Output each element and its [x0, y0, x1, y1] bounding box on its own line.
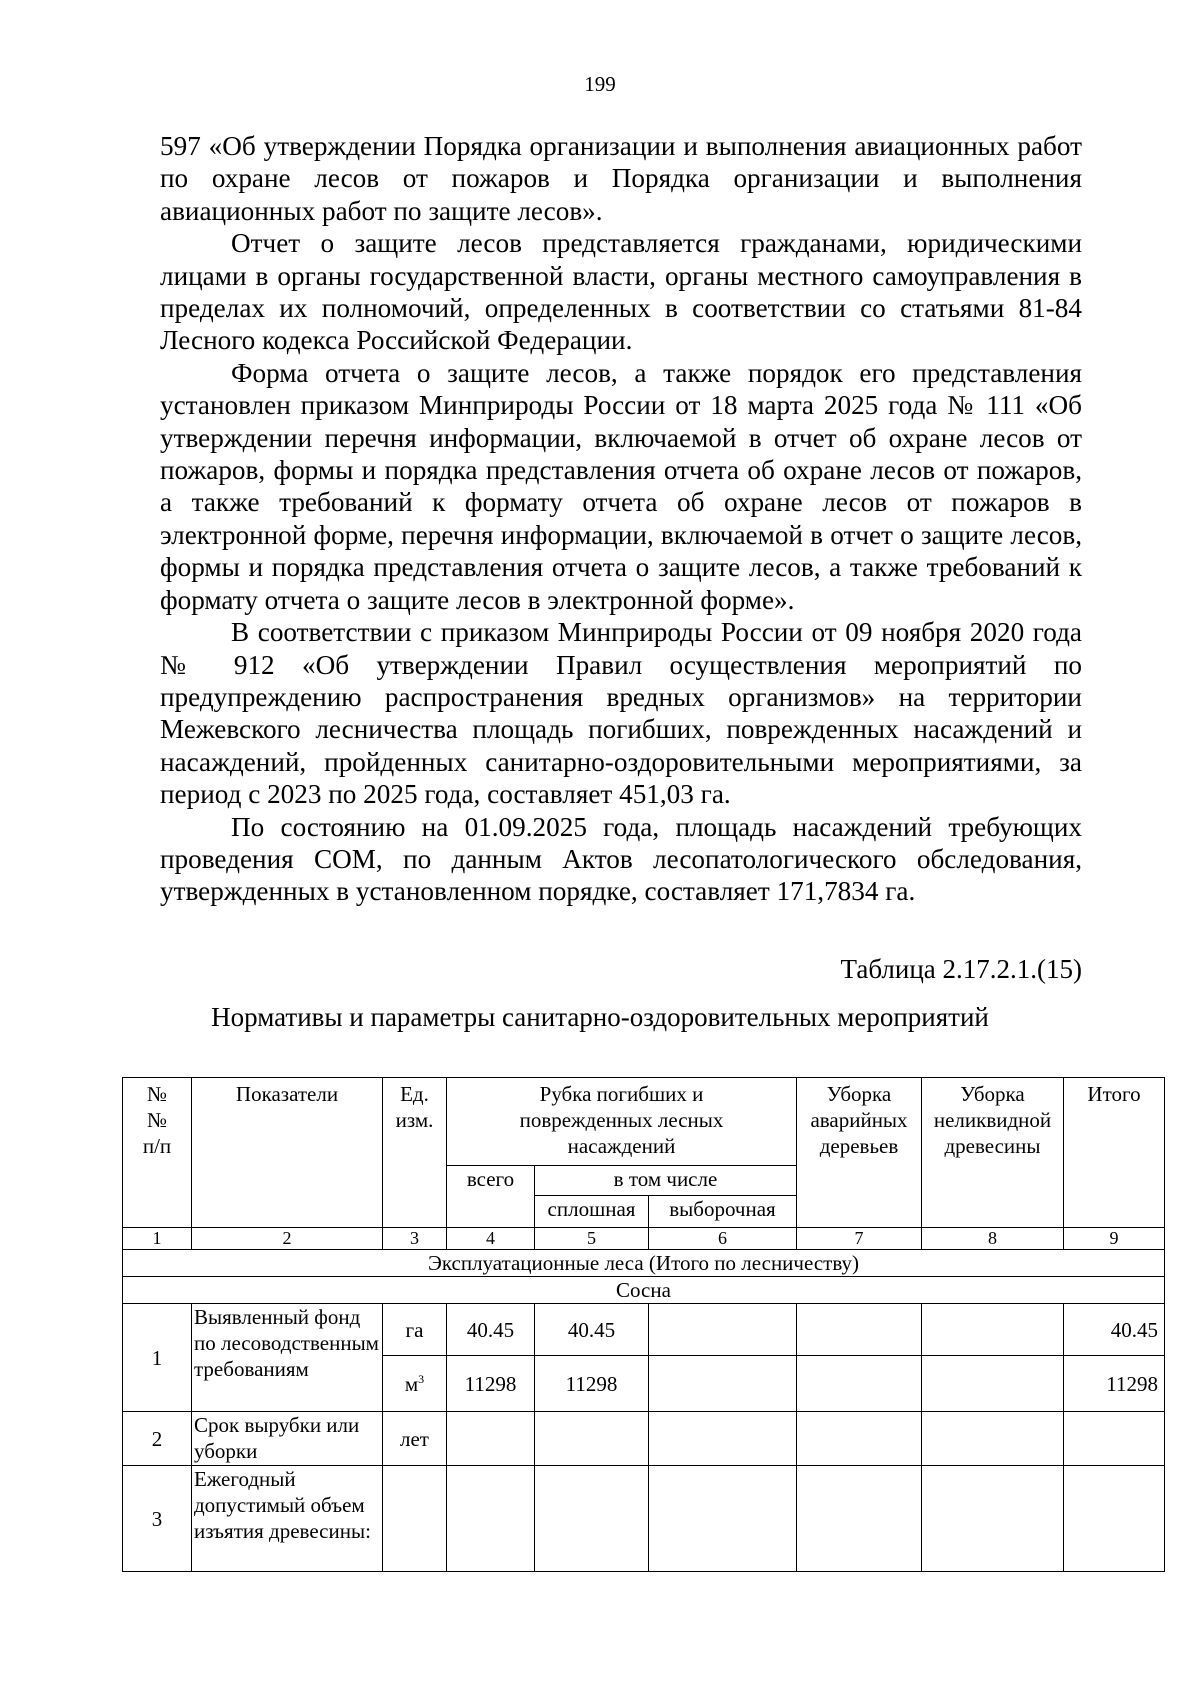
total-cell: 11298 — [1064, 1356, 1165, 1412]
paragraph: 597 «Об утверждении Порядка организации и выполнения авиационных работ по охране лесов от пожаров и Порядка организации и выполнения авиационных работ по защите лесов». — [160, 131, 1082, 226]
column-number: 4 — [447, 1228, 535, 1250]
header-clear-felling: сплошная — [535, 1196, 649, 1228]
value-cell — [797, 1304, 922, 1356]
value-cell — [797, 1466, 922, 1572]
section-row: Эксплуатационные леса (Итого по лесничеству) — [123, 1250, 1165, 1277]
value-cell — [922, 1412, 1064, 1466]
unit-cell: га — [383, 1304, 447, 1356]
row-indicator: Ежегодный допустимый объем изъятия древесины: — [192, 1466, 383, 1572]
unit-superscript: 3 — [418, 1371, 425, 1386]
table-caption: Таблица 2.17.2.1.(15) — [840, 954, 1082, 984]
value-cell: 40.45 — [535, 1304, 649, 1356]
row-indicator: Выявленный фонд по лесоводственным требованиям — [192, 1304, 383, 1412]
paragraph: Форма отчета о защите лесов, а также порядок его представления установлен приказом Минприроды России от 18 марта 2025 года № 111 «Об утверждении перечня информации, включаемой в отчет об охране лесов от пожаров, формы и порядка представления отчета об охране лесов от пожаров, а также требований к формату отчета об охране лесов от пожаров в электронной форме, перечня информации, включаемой в отчет о защите лесов, формы и порядка представления отчета о защите лесов, а также требований к формату отчета о защите лесов в электронной форме». — [160, 357, 1082, 615]
value-cell — [447, 1412, 535, 1466]
column-number: 2 — [192, 1228, 383, 1250]
header-selective-felling: выборочная — [649, 1196, 797, 1228]
table-title: Нормативы и параметры санитарно-оздоровительных мероприятий — [211, 1002, 989, 1032]
column-number: 9 — [1064, 1228, 1165, 1250]
total-cell: 40.45 — [1064, 1304, 1165, 1356]
unit-cell: лет — [383, 1412, 447, 1466]
column-number: 6 — [649, 1228, 797, 1250]
header-unit: Ед. изм. — [383, 1078, 447, 1228]
paragraph: В соответствии с приказом Минприроды России от 09 ноября 2020 года № 912 «Об утверждении Правил осуществления мероприятий по предупреждению распространения вредных организмов» на территории Межевского лесничества площадь погибших, поврежденных насаждений и насаждений, пройденных санитарно-оздоровительными мероприятиями, за период с 2023 по 2025 года, составляет 451,03 га. — [160, 617, 1082, 810]
value-cell — [797, 1356, 922, 1412]
row-indicator: Срок вырубки или уборки — [192, 1412, 383, 1466]
unit-cell — [383, 1356, 447, 1412]
header-indicators: Показатели — [192, 1078, 383, 1228]
header-felling-total: всего — [447, 1166, 535, 1228]
header-num: № № п/п — [123, 1078, 192, 1228]
value-cell — [649, 1356, 797, 1412]
row-number: 3 — [123, 1466, 192, 1572]
column-number: 1 — [123, 1228, 192, 1250]
unit-cell — [383, 1466, 447, 1572]
value-cell — [922, 1466, 1064, 1572]
column-number: 5 — [535, 1228, 649, 1250]
header-emergency-trees: Уборка аварийных деревьев — [797, 1078, 922, 1228]
header-total: Итого — [1064, 1078, 1165, 1228]
row-number: 1 — [123, 1304, 192, 1412]
total-cell — [1064, 1412, 1165, 1466]
value-cell — [922, 1304, 1064, 1356]
value-cell — [535, 1412, 649, 1466]
paragraph: Отчет о защите лесов представляется гражданами, юридическими лицами в органы государственной власти, органы местного самоуправления в пределах их полномочий, определенных в соответствии со статьями 81-84 Лесного кодекса Российской Федерации. — [160, 228, 1082, 356]
value-cell — [649, 1412, 797, 1466]
value-cell — [797, 1412, 922, 1466]
value-cell — [535, 1466, 649, 1572]
value-cell — [649, 1304, 797, 1356]
body-text — [160, 130, 1082, 908]
header-including: в том числе — [535, 1166, 797, 1196]
value-cell — [649, 1466, 797, 1572]
species-row: Сосна — [123, 1277, 1165, 1304]
column-number: 8 — [922, 1228, 1064, 1250]
header-felling: Рубка погибших и поврежденных лесных насаждений — [447, 1078, 797, 1166]
unit-text: м — [404, 1371, 419, 1396]
total-cell — [1064, 1466, 1165, 1572]
column-number: 7 — [797, 1228, 922, 1250]
page-number: 199 — [584, 72, 616, 96]
value-cell: 11298 — [535, 1356, 649, 1412]
paragraph: По состоянию на 01.09.2025 года, площадь насаждений требующих проведения СОМ, по данным Актов лесопатологического обследования, утвержденных в установленном порядке, составляет 171,7834 га. — [160, 811, 1082, 907]
header-illiquid-wood: Уборка неликвидной древесины — [922, 1078, 1064, 1228]
value-cell — [922, 1356, 1064, 1412]
column-number: 3 — [383, 1228, 447, 1250]
value-cell — [447, 1466, 535, 1572]
value-cell: 40.45 — [447, 1304, 535, 1356]
norms-table — [122, 1077, 1165, 1572]
row-number: 2 — [123, 1412, 192, 1466]
value-cell: 11298 — [447, 1356, 535, 1412]
